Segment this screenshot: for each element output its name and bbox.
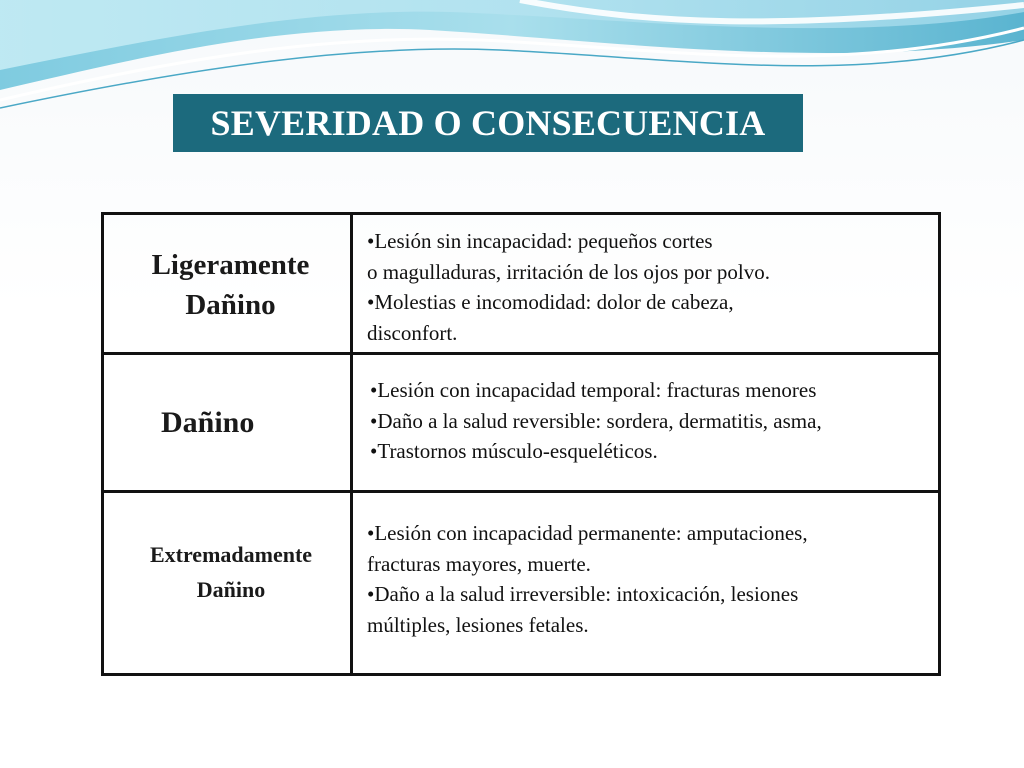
severity-label-line: Dañino (161, 405, 255, 439)
severity-description (353, 355, 938, 490)
slide-title: SEVERIDAD O CONSECUENCIA (173, 94, 803, 152)
description-line: fracturas mayores, muerte. (367, 551, 591, 576)
description-line: •Lesión con incapacidad permanente: amputaciones, (367, 521, 808, 545)
table-row-extremadamente-danino (104, 493, 938, 673)
table-row-danino (104, 355, 938, 490)
severity-table (101, 212, 941, 676)
severity-label-line: Extremadamente (149, 542, 313, 567)
severity-label (104, 355, 353, 490)
description-line: •Molestias e incomodidad: dolor de cabeza, (367, 290, 734, 314)
description-line: •Trastornos músculo-esqueléticos. (370, 439, 658, 463)
description-line: •Daño a la salud irreversible: intoxicación, lesiones (367, 582, 799, 606)
severity-description (353, 493, 938, 673)
description-line: disconfort. (367, 320, 458, 345)
description-line: •Lesión sin incapacidad: pequeños cortes (367, 229, 713, 253)
description-line: •Lesión con incapacidad temporal: fracturas menores (370, 378, 817, 402)
description-line: •Daño a la salud reversible: sordera, dermatitis, asma, (370, 408, 822, 433)
severity-label-line: Ligeramente (151, 248, 310, 281)
severity-label (104, 215, 353, 352)
severity-description (353, 215, 938, 352)
table-row-ligeramente-danino (104, 215, 938, 352)
severity-label-line: Dañino (196, 577, 266, 602)
severity-label (104, 493, 353, 673)
description-line: o magulladuras, irritación de los ojos por polvo. (367, 259, 771, 284)
description-line: múltiples, lesiones fetales. (367, 612, 589, 637)
severity-label-line: Dañino (185, 288, 276, 321)
